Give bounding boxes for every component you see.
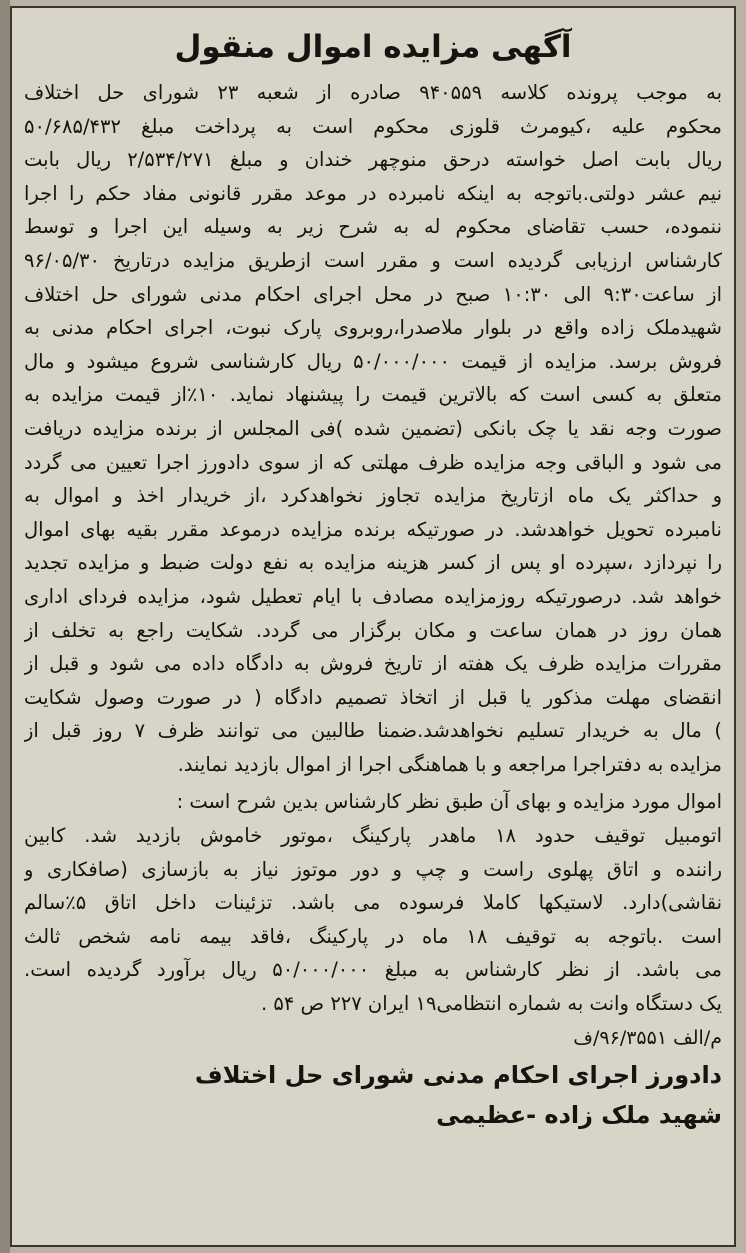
text-line: ننموده، حسب تقاضای محکوم له به شرح زیر به وسیله این اجرا و توسط [24, 215, 722, 239]
text-line: صورت وجه نقد یا چک بانکی (تضمین شده )فی المجلس از برنده مزایده دریافت [24, 416, 722, 440]
text-line: ) مال به خریدار تسلیم نخواهدشد.ضمنا طالبین می توانند ظرف ۷ روز قبل از [24, 719, 722, 743]
text-line: راننده و اتاق پهلوی راست و چپ و دور موتوز نیاز به بازسازی (صافکاری و [24, 857, 722, 881]
text-line: به موجب پرونده کلاسه ۹۴۰۵۵۹ صادره از شعبه ۲۳ شورای حل اختلاف [24, 81, 722, 104]
text-line: ریال بابت اصل خواسته درحق منوچهر خندان و مبلغ ۲/۵۳۴/۲۷۱ ریال بابت [24, 148, 722, 172]
notice-paragraph-items [24, 785, 722, 1020]
text-line: است .باتوجه به توقیف ۱۸ ماه در پارکینگ ،فاقد بیمه نامه شخص ثالث [24, 924, 722, 948]
text-line: نامبرده تحویل خواهدشد. در صورتیکه برنده مزایده درموعد مقرر بقیه بهای اموال [24, 517, 722, 541]
text-line: متعلق به کسی است که بالاترین قیمت را پیشنهاد نماید. ۱۰٪از قیمت مزایده به [24, 383, 722, 407]
text-line: کارشناس ارزیابی گردیده است و مقرر است ازطریق مزایده درتاریخ ۹۶/۰۵/۳۰ [24, 248, 722, 272]
newspaper-clipping [10, 6, 736, 1247]
signature-line: شهید ملک زاده -عظیمی [436, 1100, 722, 1129]
text-line: همان روز در همان ساعت و مکان برگزار می گردد. شکایت راجع به تخلف از [24, 618, 722, 642]
text-line: اموال مورد مزایده و بهای آن طبق نظر کارشناس بدین شرح است : [176, 790, 722, 814]
text-line: اتومبیل توقیف حدود ۱۸ ماهدر پارکینگ ،موتور خاموش بازدید شد. کابین [24, 824, 722, 848]
text-line: می شود و الباقی وجه مزایده ظرف مهلتی که از سوی دادورز اجرا تعیین می گردد [24, 450, 722, 474]
text-line: انقضای مهلت مذکور یا قبل از اتخاذ تصمیم دادگاه ( در صورت وصول شکایت [24, 685, 722, 709]
reference-number: م/الف ۹۶/۳۵۵۱/ف [573, 1026, 722, 1049]
text-line: را نپردازد ،سپرده او پس از کسر هزینه مزایده به نفع دولت ضبط و مزایده تجدید [24, 551, 722, 575]
text-line: می باشد. از نظر کارشناس به مبلغ ۵۰/۰۰۰/۰۰۰ ریال برآورد گردیده است. [24, 958, 722, 982]
text-line: از ساعت۹:۳۰ الی ۱۰:۳۰ صبح در محل اجرای احکام مدنی شورای حل اختلاف [24, 282, 722, 306]
signature-block [24, 1055, 722, 1135]
text-line: محکوم علیه ،کیومرث قلوزی محکوم است به پرداخت مبلغ ۵۰/۶۸۵/۴۳۲ [24, 114, 722, 138]
text-line: نقاشی)دارد. لاستیکها کاملا فرسوده می باشد. تزئینات داخل اتاق ۵٪سالم [24, 891, 722, 915]
signature-line: دادورز اجرای احکام مدنی شورای حل اختلاف [194, 1060, 722, 1089]
notice-title: آگهی مزایده اموال منقول [174, 29, 572, 65]
text-line: یک دستگاه وانت به شماره انتظامی۱۹ ایران ۲۲۷ ص ۵۴ . [260, 992, 722, 1016]
text-line: مقررات مزایده ظرف یک هفته از تاریخ فروش به دادگاه داده می شود و قبل از [24, 652, 722, 676]
notice-body [24, 18, 722, 1235]
text-line: مزایده به دفتراجرا مراجعه و با هماهنگی اجرا از اموال بازدید نمایند. [177, 752, 722, 776]
text-line: و حداکثر یک ماه ازتاریخ مزایده تجاوز نخواهدکرد ،از خریدار اخذ و اموال به [24, 484, 722, 508]
text-line: خواهد شد. درصورتیکه روزمزایده مصادف با ایام تعطیل شود، مزایده فردای اداری [24, 584, 722, 608]
text-line: فروش برسد. مزایده از قیمت ۵۰/۰۰۰/۰۰۰ ریال کارشناسی شروع میشود و مال [24, 349, 722, 373]
clipping-edge [0, 0, 10, 1253]
text-line: شهیدملک زاده واقع در بلوار ملاصدرا،روبروی پارک نبوت، اجرای احکام مدنی به [24, 316, 722, 340]
notice-paragraph-terms [24, 76, 722, 781]
text-line: نیم عشر دولتی.باتوجه به اینکه نامبرده در موعد مقرر قانونی مفاد حکم را اجرا [24, 181, 722, 205]
